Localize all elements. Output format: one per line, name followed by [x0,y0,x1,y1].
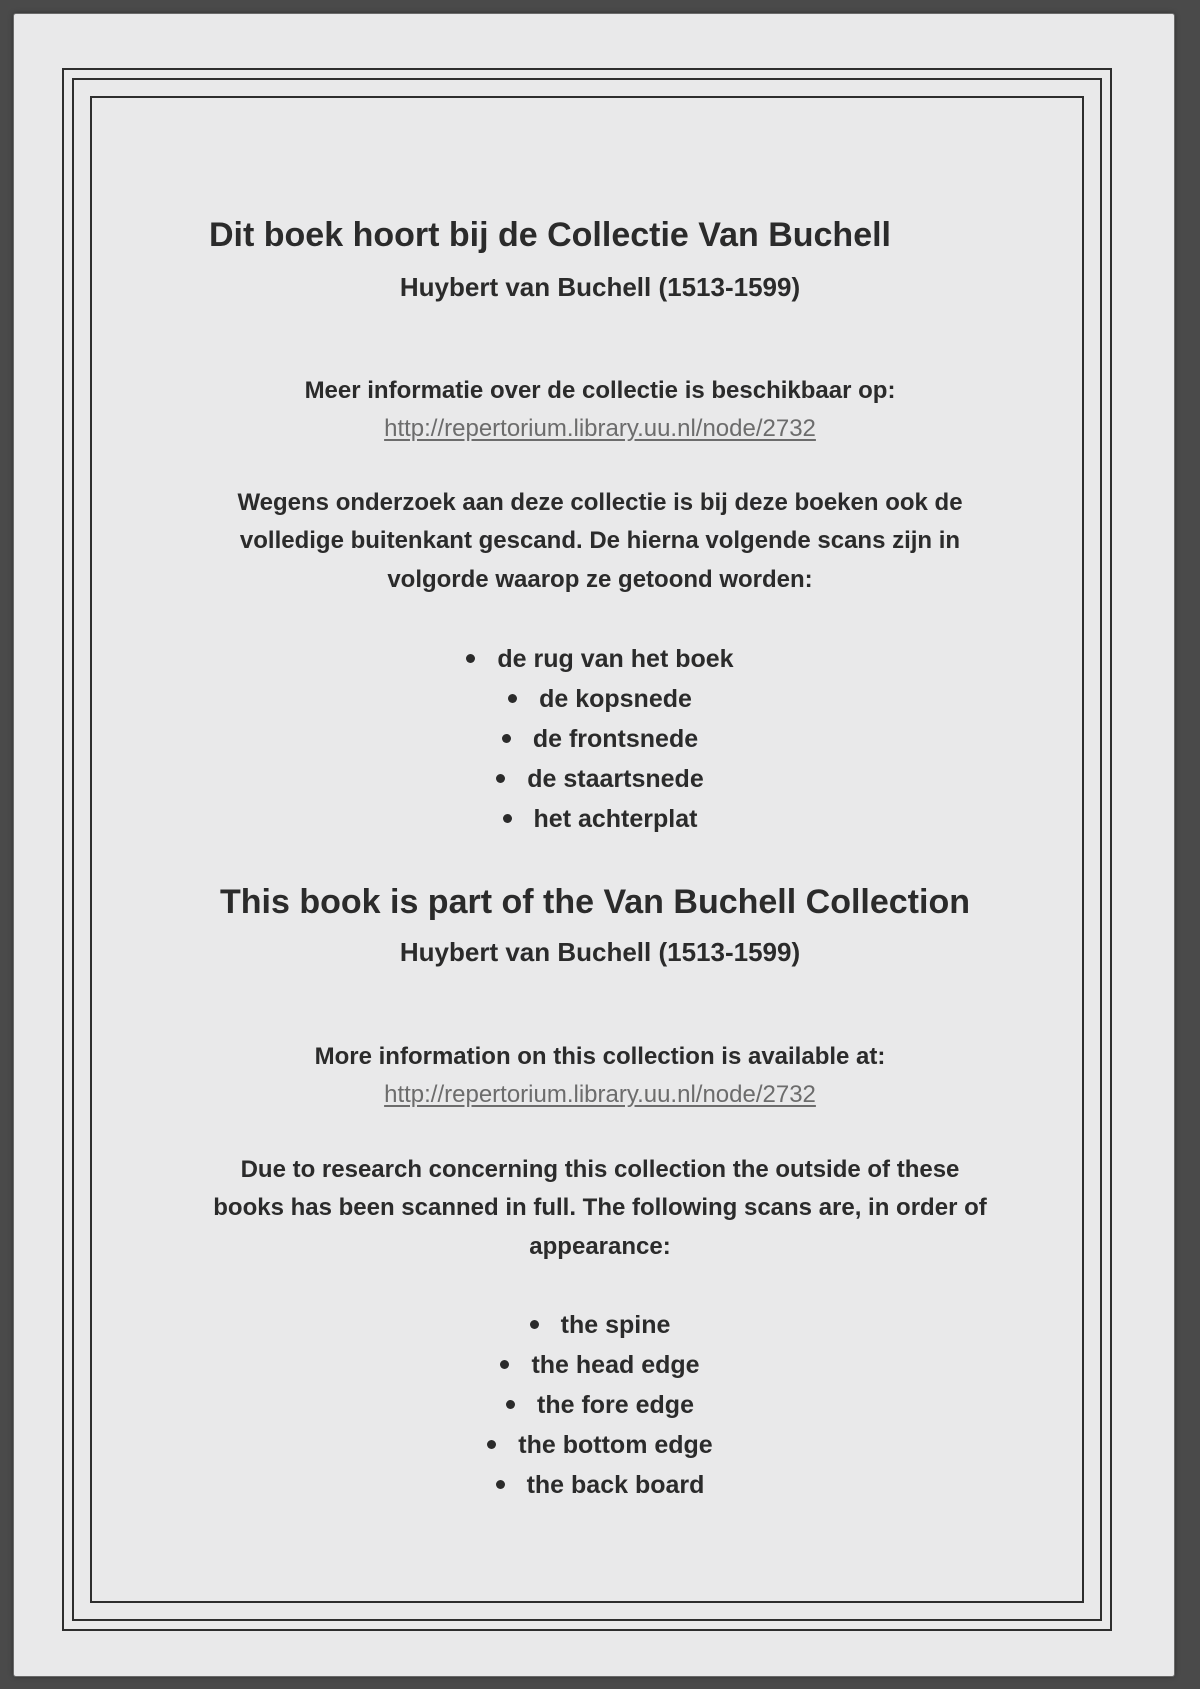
dutch-list-item: het achterplat [0,805,1200,834]
bullet-icon [530,1320,539,1329]
dutch-list-item: de staartsnede [0,765,1200,794]
bullet-icon [506,1400,515,1409]
dutch-paragraph-line-3: volgorde waarop ze getoond worden: [387,566,813,593]
english-paragraph-line-2: books has been scanned in full. The following scans are, in order of [213,1194,987,1221]
english-list-item: the head edge [0,1351,1200,1380]
english-info-label: More information on this collection is available at: [314,1043,886,1070]
bullet-icon [508,694,517,703]
bullet-icon [487,1440,496,1449]
bullet-icon [500,1360,509,1369]
dutch-collection-link[interactable]: http://repertorium.library.uu.nl/node/2732 [384,415,816,442]
dutch-paragraph-line-2: volledige buitenkant gescand. De hierna volgende scans zijn in [239,527,961,554]
dutch-list-item: de frontsnede [0,725,1200,754]
english-list-item: the bottom edge [0,1431,1200,1460]
bullet-icon [466,654,475,663]
dutch-title: Dit boek hoort bij de Collectie Van Buchell [209,216,891,254]
dutch-subtitle: Huybert van Buchell (1513-1599) [399,272,801,302]
bullet-icon [496,774,505,783]
english-subtitle: Huybert van Buchell (1513-1599) [399,937,801,967]
dutch-link-row [0,415,1200,443]
english-paragraph-line-3: appearance: [529,1233,671,1260]
bullet-icon [503,814,512,823]
english-list-item: the fore edge [0,1391,1200,1420]
dutch-info-label: Meer informatie over de collectie is beschikbaar op: [304,377,896,404]
english-paragraph-line-1: Due to research concerning this collection the outside of these [240,1156,960,1183]
english-link-row [0,1081,1200,1109]
dutch-list-item: de kopsnede [0,685,1200,714]
dutch-paragraph-line-1: Wegens onderzoek aan deze collectie is bij deze boeken ook de [237,489,963,516]
dutch-list-item: de rug van het boek [0,645,1200,674]
paper-sheet [14,14,1174,1676]
english-list-item: the back board [0,1471,1200,1500]
english-list-item: the spine [0,1311,1200,1340]
english-title: This book is part of the Van Buchell Collection [220,883,970,921]
english-collection-link[interactable]: http://repertorium.library.uu.nl/node/2732 [384,1081,816,1108]
bullet-icon [502,734,511,743]
bullet-icon [496,1480,505,1489]
